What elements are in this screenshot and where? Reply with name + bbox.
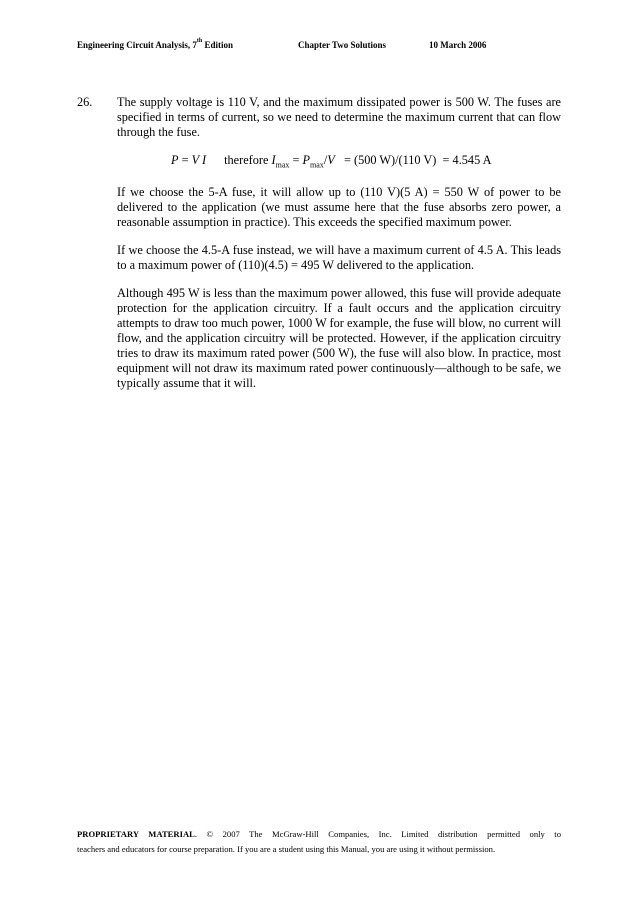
problem-number: 26. xyxy=(77,95,93,109)
page-header xyxy=(77,40,577,54)
edition-superscript: th xyxy=(196,38,203,44)
book-title-suffix: Edition xyxy=(202,40,233,50)
formula-slash: / xyxy=(323,153,328,167)
formula-imax: I xyxy=(271,153,276,167)
footer-line-2: teachers and educators for course preparation. If you are a student using this Manual, you are using it without permission. xyxy=(77,844,496,854)
header-date: 10 March 2006 xyxy=(429,40,487,50)
power-formula xyxy=(117,153,561,172)
formula-v: V xyxy=(327,153,335,167)
paragraph-4-5a-fuse: If we choose the 4.5-A fuse instead, we will have a maximum current of 4.5 A. This leads to a maximum power of (110)(4.5) = 495 W delivered to the application. xyxy=(117,243,561,273)
paragraph-5a-fuse: If we choose the 5-A fuse, it will allow up to (110 V)(5 A) = 550 W of power to be delivered to the application (we must assume here that the fuse absorbs zero power, a reasonable assumption in practice). This exceeds the specified maximum power. xyxy=(117,185,561,230)
intro-paragraph: The supply voltage is 110 V, and the maximum dissipated power is 500 W. The fuses are specified in terms of current, so we need to determine the maximum current that can flow through the fuse. xyxy=(117,95,561,139)
formula-therefore: therefore xyxy=(224,153,272,167)
formula-vi: V I xyxy=(191,153,207,167)
formula-result: = (500 W)/(110 V) = 4.545 A xyxy=(334,153,492,167)
book-title xyxy=(77,40,233,50)
paragraph-conclusion: Although 495 W is less than the maximum power allowed, this fuse will provide adequate protection for the application circuitry. If a fault occurs and the application circuitry attempts to draw too much power, 1000 W for example, the fuse will blow, no current will flow, and the application circuitry will be protected. However, if the application circuitry tries to draw its maximum rated power (500 W), the fuse will also blow. In practice, most equipment will not draw its maximum rated power continuously—although to be safe, we typically assume that it will. xyxy=(117,286,561,391)
page-footer xyxy=(77,827,561,857)
footer-copyright: . © 2007 The McGraw-Hill Companies, Inc. Limited distribution permitted only to xyxy=(194,829,561,839)
formula-pmax: P xyxy=(302,153,311,167)
formula-p: P xyxy=(171,153,179,167)
chapter-label: Chapter Two Solutions xyxy=(298,40,387,50)
solution-body xyxy=(117,95,561,404)
footer-line-1 xyxy=(77,827,561,842)
formula-eq1: = xyxy=(178,153,192,167)
book-title-prefix: Engineering Circuit Analysis, 7 xyxy=(77,40,197,50)
formula-eq2: = xyxy=(289,153,303,167)
formula-imax-sub: max xyxy=(275,160,290,170)
formula-pmax-sub: max xyxy=(310,160,324,170)
footer-proprietary: PROPRIETARY MATERIAL xyxy=(77,829,195,839)
